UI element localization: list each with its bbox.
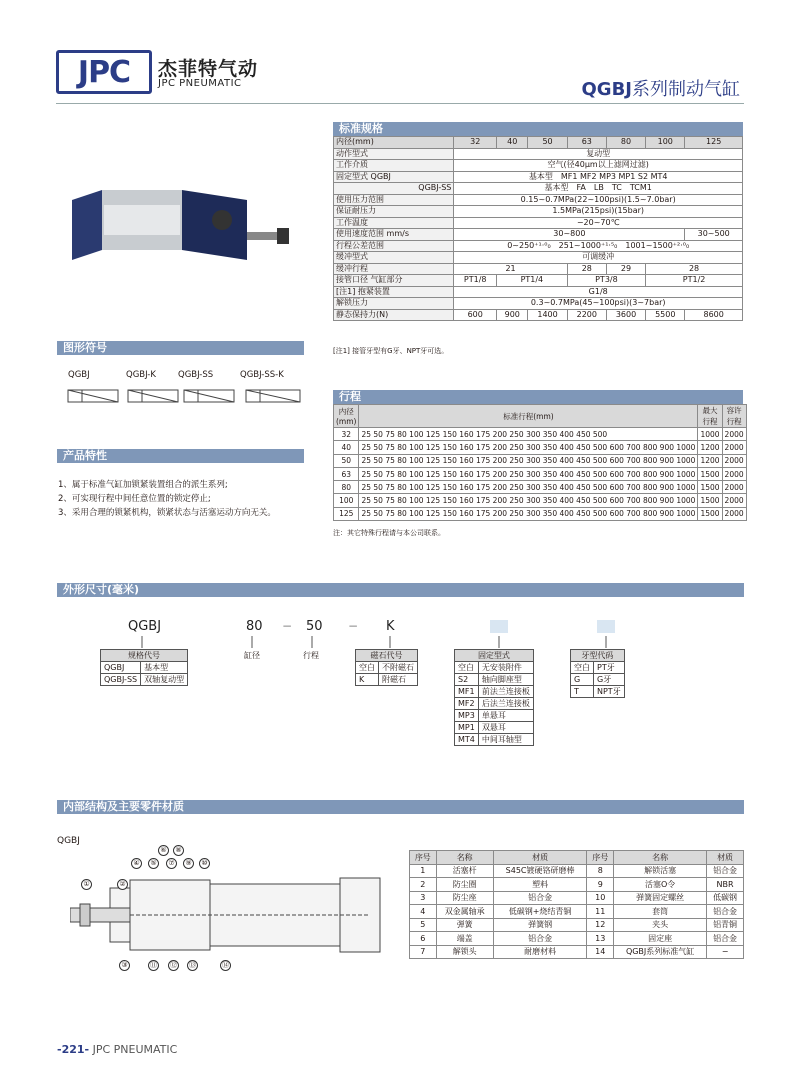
cell: 1500 xyxy=(698,494,722,507)
page-number: -221- xyxy=(57,1043,90,1056)
table-row xyxy=(101,662,188,674)
cell: 牙型代码 xyxy=(571,650,625,662)
cell: 空气(径40μm以上滤网过滤) xyxy=(454,160,743,172)
callout: ⑭ xyxy=(222,961,229,969)
cell: 套筒 xyxy=(614,905,707,919)
table-row xyxy=(410,905,744,919)
stroke-note: 注：其它特殊行程请与本公司联系。 xyxy=(333,529,445,537)
table-row xyxy=(455,698,534,710)
cell: T xyxy=(571,686,594,698)
cell: 不附磁石 xyxy=(379,662,418,674)
cell: 解锁活塞 xyxy=(614,864,707,878)
brand-name-cn: 杰菲特气动 xyxy=(158,58,259,80)
cell: 内径(mm) xyxy=(334,137,454,149)
cell: MP3 xyxy=(455,710,479,722)
cell: 5500 xyxy=(646,309,685,321)
cell: 基本型 xyxy=(141,662,188,674)
section-dims: 外形尺寸(毫米) xyxy=(57,583,744,597)
section-features: 产品特性 xyxy=(57,449,304,463)
cell: 0.15~0.7MPa(22~100psi)(1.5~7.0bar) xyxy=(454,194,743,206)
table-row xyxy=(334,428,747,441)
table-row xyxy=(356,674,418,686)
cell: 80 xyxy=(606,137,645,149)
cell: PT3/8 xyxy=(567,275,645,287)
list-item: 2、可实现行程中间任意位置的锁定停止; xyxy=(58,494,211,504)
code-blank xyxy=(597,620,615,633)
cell: 2000 xyxy=(722,481,746,494)
cell: MF1 xyxy=(455,686,479,698)
cell: K xyxy=(356,674,379,686)
cell: 32 xyxy=(454,137,497,149)
port-label: 接管口径 xyxy=(336,275,368,285)
table-row xyxy=(455,710,534,722)
cell: 14 xyxy=(587,945,614,959)
symbol-label: QGBJ-K xyxy=(126,370,156,380)
port-lock: 抱紧装置 xyxy=(357,286,390,296)
table-row xyxy=(571,650,625,662)
cell: 双金属轴承 xyxy=(436,905,493,919)
feature-list xyxy=(58,478,276,520)
table-row xyxy=(334,137,743,149)
cell: 8600 xyxy=(685,309,743,321)
h-max2: 行程 xyxy=(702,417,718,426)
mount-qgbj: QGBJ xyxy=(370,171,391,181)
section-spec: 标准规格 xyxy=(333,122,743,136)
table-row xyxy=(410,945,744,959)
cell: 25 50 75 80 100 125 150 160 175 200 250 300 350 400 450 500 600 700 800 900 1000 xyxy=(359,507,698,520)
table-row xyxy=(334,494,747,507)
cell xyxy=(698,405,722,428)
section-symbol: 图形符号 xyxy=(57,341,304,355)
materials-table xyxy=(409,850,744,959)
cell: − xyxy=(707,945,744,959)
tol-b: 251~1000⁺¹·⁵₀ xyxy=(558,240,618,250)
cell: 13 xyxy=(587,932,614,946)
cell xyxy=(334,171,454,183)
cell: 25 50 75 80 100 125 150 160 175 200 250 300 350 400 450 500 600 700 800 900 1000 xyxy=(359,441,698,454)
table-row xyxy=(101,650,188,662)
cell: S2 xyxy=(455,674,479,686)
cell: 1500 xyxy=(698,467,722,480)
table-row xyxy=(356,662,418,674)
cell: 活塞O令 xyxy=(614,878,707,892)
logo-text: JPC xyxy=(77,55,131,90)
cell: 29 xyxy=(606,263,645,275)
callout: ⑩ xyxy=(199,858,210,869)
tol-a: 0~250⁺¹·⁰₀ xyxy=(507,240,551,250)
cell: 8 xyxy=(587,864,614,878)
port-body: 气缸部分 xyxy=(370,275,403,285)
cell: 1500 xyxy=(698,507,722,520)
table-row xyxy=(410,918,744,932)
table-row xyxy=(334,286,743,298)
table-row xyxy=(455,722,534,734)
h-allow2: 行程 xyxy=(726,417,742,426)
cell: 名称 xyxy=(614,851,707,865)
symbol-diagrams xyxy=(62,388,307,406)
cell: QGBJ系列标准气缸 xyxy=(614,945,707,959)
cell: 端盖 xyxy=(436,932,493,946)
callout: ⑧ xyxy=(173,845,184,856)
cell: 125 xyxy=(685,137,743,149)
callout: ⑪ xyxy=(150,961,157,969)
cell: 夹头 xyxy=(614,918,707,932)
table-row xyxy=(334,148,743,160)
callout: ④ xyxy=(131,858,142,869)
cell: 活塞杆 xyxy=(436,864,493,878)
cell: 25 50 75 80 100 125 150 160 175 200 250 300 350 400 450 500 600 700 800 900 1000 xyxy=(359,481,698,494)
callout: ⑦ xyxy=(166,858,177,869)
table-row xyxy=(334,160,743,172)
cell: 缓冲型式 xyxy=(334,252,454,264)
table-row xyxy=(410,932,744,946)
cell: 9 xyxy=(587,878,614,892)
cell: QGBJ-SS xyxy=(101,674,141,686)
spec-table xyxy=(333,136,743,321)
internal-label: QGBJ xyxy=(57,836,80,846)
table-row xyxy=(334,454,747,467)
table-row xyxy=(334,194,743,206)
cell: 动作型式 xyxy=(334,148,454,160)
h-bore: 内径 xyxy=(338,407,354,416)
cell: 1200 xyxy=(698,441,722,454)
code-dash: − xyxy=(282,619,293,633)
cell: 铝合金 xyxy=(707,905,744,919)
cell: 28 xyxy=(646,263,743,275)
cell: 弹簧钢 xyxy=(493,918,587,932)
footer xyxy=(57,1043,177,1056)
table-row xyxy=(410,864,744,878)
bore-label: 缸径 xyxy=(244,651,260,660)
cell: 2000 xyxy=(722,507,746,520)
logo xyxy=(56,50,152,94)
page-title xyxy=(582,75,741,101)
cell: 空白 xyxy=(455,662,479,674)
cell xyxy=(454,240,743,252)
stroke-table xyxy=(333,404,747,521)
table-row xyxy=(571,662,625,674)
h-max: 最大 xyxy=(702,406,718,415)
cell: 2200 xyxy=(567,309,606,321)
cell: MT4 xyxy=(455,734,479,746)
cell: 低碳钢 xyxy=(707,891,744,905)
cell: NPT牙 xyxy=(594,686,625,698)
table-row xyxy=(455,686,534,698)
cell: 解锁压力 xyxy=(334,298,454,310)
cell: 0.3~0.7MPa(45~100psi)(3~7bar) xyxy=(454,298,743,310)
section-stroke: 行程 xyxy=(333,390,743,404)
table-row xyxy=(334,298,743,310)
tol-c: 1001~1500⁺²·⁰₀ xyxy=(625,240,690,250)
stroke-label: 行程 xyxy=(303,651,319,660)
code-blank xyxy=(490,620,508,633)
cell: 低碳钢+烧结青铜 xyxy=(493,905,587,919)
cell: 名称 xyxy=(436,851,493,865)
cell: 后法兰连接板 xyxy=(478,698,533,710)
cell: 行程公差范围 xyxy=(334,240,454,252)
table-row xyxy=(455,734,534,746)
cell: 规格代号 xyxy=(101,650,188,662)
table-row xyxy=(334,309,743,321)
cell: 基本型 MF1 MF2 MP3 MP1 S2 MT4 xyxy=(454,171,743,183)
table-row xyxy=(334,507,747,520)
cell: G1/8 xyxy=(454,286,743,298)
cell: 25 50 75 80 100 125 150 160 175 200 250 300 350 400 450 500 xyxy=(359,428,698,441)
table-row xyxy=(571,686,625,698)
cell: 21 xyxy=(454,263,567,275)
cell: 材质 xyxy=(707,851,744,865)
cell: 工作介质 xyxy=(334,160,454,172)
cell: 40 xyxy=(334,441,359,454)
spec-note: [注1] 接管牙型有G牙、NPT牙可选。 xyxy=(333,347,449,355)
cell: 使用压力范围 xyxy=(334,194,454,206)
code-part: K xyxy=(386,619,395,634)
cell: 工作温度 xyxy=(334,217,454,229)
table-row xyxy=(334,441,747,454)
cell: 使用速度范围 mm/s xyxy=(334,229,454,241)
cell xyxy=(334,405,359,428)
cell: 弹簧固定螺丝 xyxy=(614,891,707,905)
cell: 基本型 FA LB TC TCM1 xyxy=(454,183,743,195)
cell: PT1/2 xyxy=(646,275,743,287)
table-row xyxy=(334,206,743,218)
cell: 1000 xyxy=(698,428,722,441)
table-row xyxy=(334,171,743,183)
table-row xyxy=(455,662,534,674)
cell: 25 50 75 80 100 125 150 160 175 200 250 300 350 400 450 500 600 700 800 900 1000 xyxy=(359,494,698,507)
h-bore-unit: (mm) xyxy=(336,417,357,426)
cell xyxy=(334,275,454,287)
cell: 静态保持力(N) xyxy=(334,309,454,321)
callout: ⑫ xyxy=(170,961,177,969)
cell: NBR xyxy=(707,878,744,892)
cell: 双轴复动型 xyxy=(141,674,188,686)
cell: 7 xyxy=(410,945,437,959)
cell: 4 xyxy=(410,905,437,919)
cell: 50 xyxy=(528,137,567,149)
callout: ⑬ xyxy=(189,961,196,969)
cell: 2000 xyxy=(722,428,746,441)
cell: 材质 xyxy=(493,851,587,865)
cell: 1500 xyxy=(698,481,722,494)
cell: 2000 xyxy=(722,494,746,507)
table-row xyxy=(410,851,744,865)
table-row xyxy=(571,674,625,686)
cell: PT1/4 xyxy=(497,275,568,287)
table-row xyxy=(455,674,534,686)
table-row xyxy=(334,217,743,229)
cell: 固定型式 xyxy=(455,650,534,662)
cell xyxy=(722,405,746,428)
cell: 单悬耳 xyxy=(478,710,533,722)
cell: 1 xyxy=(410,864,437,878)
table-row xyxy=(101,674,188,686)
product-photo xyxy=(62,180,312,280)
cell: 双悬耳 xyxy=(478,722,533,734)
header-rule xyxy=(56,103,744,104)
cell: 100 xyxy=(334,494,359,507)
cell: 50 xyxy=(334,454,359,467)
cell: 铝合金 xyxy=(707,932,744,946)
table-row xyxy=(356,650,418,662)
list-item: 1、属于标准气缸加锁紧装置组合的派生系列; xyxy=(58,480,228,490)
table-row xyxy=(334,240,743,252)
symbol-label: QGBJ-SS xyxy=(178,370,214,380)
table-row xyxy=(334,275,743,287)
cell: 63 xyxy=(567,137,606,149)
cell: 轴向脚座型 xyxy=(478,674,533,686)
cell: 铝合金 xyxy=(493,891,587,905)
table-row xyxy=(334,467,747,480)
symbol-label: QGBJ xyxy=(68,370,90,380)
code-part: 80 xyxy=(246,619,263,634)
callout: ① xyxy=(81,879,92,890)
callout: ⑤ xyxy=(148,858,159,869)
cell: 序号 xyxy=(587,851,614,865)
cell: 1.5MPa(215psi)(15bar) xyxy=(454,206,743,218)
cell: QGBJ xyxy=(101,662,141,674)
cell: S45C镀硬铬研磨棒 xyxy=(493,864,587,878)
cell: 空白 xyxy=(356,662,379,674)
cell: 2000 xyxy=(722,441,746,454)
table-row xyxy=(334,183,743,195)
cell: 25 50 75 80 100 125 150 160 175 200 250 300 350 400 450 500 600 700 800 900 1000 xyxy=(359,454,698,467)
cell: 3600 xyxy=(606,309,645,321)
cell: 保证耐压力 xyxy=(334,206,454,218)
cell: 1400 xyxy=(528,309,567,321)
magnet-code-table xyxy=(355,649,418,686)
cell: 3 xyxy=(410,891,437,905)
table-row xyxy=(334,481,747,494)
cell: G牙 xyxy=(594,674,625,686)
cell: 可调缓冲 xyxy=(454,252,743,264)
cell: 铝青铜 xyxy=(707,918,744,932)
cell: −20~70℃ xyxy=(454,217,743,229)
cell: 80 xyxy=(334,481,359,494)
cell: 600 xyxy=(454,309,497,321)
cell: 弹簧 xyxy=(436,918,493,932)
cell: 复动型 xyxy=(454,148,743,160)
cell: 25 50 75 80 100 125 150 160 175 200 250 300 350 400 450 500 600 700 800 900 1000 xyxy=(359,467,698,480)
cell: 63 xyxy=(334,467,359,480)
cell: 5 xyxy=(410,918,437,932)
cell: G xyxy=(571,674,594,686)
cell: 标准行程(mm) xyxy=(359,405,698,428)
cell: 2 xyxy=(410,878,437,892)
table-row xyxy=(410,891,744,905)
cell: 防尘座 xyxy=(436,891,493,905)
table-row xyxy=(334,263,743,275)
list-item: 3、采用合理的锁紧机构，锁紧状态与活塞运动方向无关。 xyxy=(58,508,276,518)
cell: MF2 xyxy=(455,698,479,710)
code-connectors xyxy=(100,634,640,650)
thread-code-table xyxy=(570,649,625,698)
cell: 附磁石 xyxy=(379,674,418,686)
cell: 10 xyxy=(587,891,614,905)
cell: 空白 xyxy=(571,662,594,674)
cell: 12 xyxy=(587,918,614,932)
cell: 30~500 xyxy=(685,229,743,241)
cell: 防尘圈 xyxy=(436,878,493,892)
cell: 125 xyxy=(334,507,359,520)
code-dash: − xyxy=(348,619,359,633)
h-allow: 容许 xyxy=(726,406,742,415)
cell: 900 xyxy=(497,309,528,321)
cell: 序号 xyxy=(410,851,437,865)
cell xyxy=(334,286,454,298)
mount-code-table xyxy=(454,649,534,746)
table-row xyxy=(334,229,743,241)
cell: 耐磨材料 xyxy=(493,945,587,959)
cell: 2000 xyxy=(722,454,746,467)
cell: 塑料 xyxy=(493,878,587,892)
cell: QGBJ-SS xyxy=(334,183,454,195)
callout: ⑥ xyxy=(158,845,169,856)
cell: PT牙 xyxy=(594,662,625,674)
cell: 铝合金 xyxy=(493,932,587,946)
symbol-label: QGBJ-SS-K xyxy=(240,370,284,380)
table-row xyxy=(334,252,743,264)
mount-label: 固定型式 xyxy=(336,171,368,181)
cell: 铝合金 xyxy=(707,864,744,878)
cell: 磁石代号 xyxy=(356,650,418,662)
cell: 30~800 xyxy=(454,229,685,241)
code-part: QGBJ xyxy=(128,619,162,634)
callout: ③ xyxy=(119,960,130,971)
cell: 6 xyxy=(410,932,437,946)
table-row xyxy=(410,878,744,892)
table-row xyxy=(334,405,747,428)
brand-name-en: JPC PNEUMATIC xyxy=(158,78,242,89)
spec-code-table xyxy=(100,649,188,686)
callout: ⑨ xyxy=(183,858,194,869)
title-cn: 系列制动气缸 xyxy=(632,79,740,100)
cell: 1200 xyxy=(698,454,722,467)
cell: 无安装附件 xyxy=(478,662,533,674)
code-part: 50 xyxy=(306,619,323,634)
cell: 解锁头 xyxy=(436,945,493,959)
title-code: QGBJ xyxy=(581,79,632,100)
cell: 32 xyxy=(334,428,359,441)
cell: 前法兰连接板 xyxy=(478,686,533,698)
cell: 28 xyxy=(567,263,606,275)
cell: 11 xyxy=(587,905,614,919)
cell: 中间耳轴型 xyxy=(478,734,533,746)
cell: 2000 xyxy=(722,467,746,480)
callout: ② xyxy=(117,879,128,890)
cell: PT1/8 xyxy=(454,275,497,287)
cell: MP1 xyxy=(455,722,479,734)
cell: 100 xyxy=(646,137,685,149)
section-internal: 内部结构及主要零件材质 xyxy=(57,800,744,814)
port-note: [注1] xyxy=(336,286,356,296)
cell: 固定座 xyxy=(614,932,707,946)
footer-brand: JPC PNEUMATIC xyxy=(92,1043,178,1056)
table-row xyxy=(455,650,534,662)
cell: 缓冲行程 xyxy=(334,263,454,275)
cell: 40 xyxy=(497,137,528,149)
